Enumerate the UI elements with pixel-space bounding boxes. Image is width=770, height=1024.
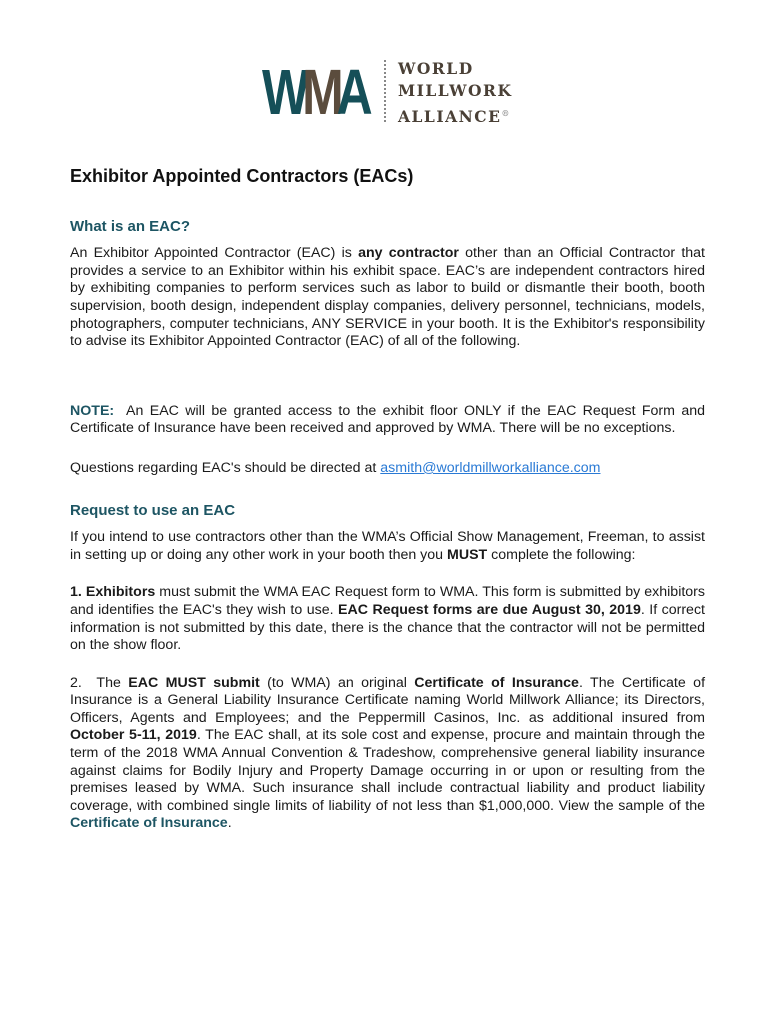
bold-text: Certificate of Insurance [414,674,579,691]
certificate-link[interactable]: Certificate of Insurance [70,815,228,832]
logo-letter: W [262,56,303,128]
bold-text: EAC Request forms are due August 30, 2019 [338,601,641,618]
text: . The Certificate of Insurance is a General Liability Insurance Certificate naming World Millwork Alliance; its Directors, Officers, Agents and Employees; and the Peppermill Casinos, Inc. as additional insured from [70,674,706,726]
text: 2. The [70,674,129,691]
text: must submit the WMA EAC Request form to WMA. This form is submitted by exhibitors and identifies the EAC's they wish to use. [70,584,705,618]
document-body [70,166,709,833]
text: . If correct information is not submitted by this date, there is the chance that the contractor will not be permitted on the show floor. [70,601,705,654]
section-heading-request: Request to use an EAC [70,501,236,519]
logo-letter: A [336,56,366,128]
questions-paragraph [70,460,705,478]
registered-mark: ® [501,108,511,118]
logo-line: MILLWORK [398,81,513,100]
email-link[interactable]: asmith@worldmillworkalliance.com [380,459,601,476]
text: Questions regarding EAC's should be directed at [70,459,381,476]
text: . The EAC shall, at its sole cost and expense, procure and maintain through the term of the 2018 WMA Annual Convention & Tradeshow, comprehensive general liability insurance against claims for Bodily Injury and Property Damage occurring in or upon or resulting from the premises leased by WMA. Such insurance shall include contractual liability and product liability coverage, with combined single limits of liability of not less than $1,000,000. View the sample of the [70,727,705,814]
bold-text: EAC MUST submit [128,674,260,691]
text: complete the following: [487,546,636,563]
logo-line: ALLIANCE [398,107,502,127]
step-1 [70,584,705,654]
what-paragraph [70,245,705,351]
text: If you intend to use contractors other than the WMA’s Official Show Management, Freeman, to assist in setting up or doing any other work in your booth then you [70,529,705,563]
page-title: Exhibitor Appointed Contractors (EACs) [70,166,414,186]
bold-text: 1. Exhibitors [70,584,156,601]
note-text: An EAC will be granted access to the exhibit floor ONLY if the EAC Request Form and Certificate of Insurance have been received and approved by WMA. There will be no exceptions. [70,402,709,437]
section-heading-what: What is an EAC? [70,217,191,235]
bold-text: October 5-11, 2019 [70,727,197,744]
text: An Exhibitor Appointed Contractor (EAC) is [70,245,359,262]
text: . [227,815,232,832]
logo-line: WORLD [398,59,474,78]
wma-logo [262,56,513,128]
logo-letter: M [302,56,337,128]
logo-mark [262,56,366,128]
text: other than an Official Contractor that provides a service to an Exhibitor within his exhibit space. EAC’s are independent contractors hired by exhibiting companies to perform services such as labor to build or dismantle their booth, booth supervision, booth design, independent display companies, delivery personnel, technicians, models, photographers, computer technicians, ANY SERVICE in your booth. It is the Exhibitor's responsibility to advise its Exhibitor Appointed Contractor (EAC) of all of the following. [70,245,705,350]
text: (to WMA) an original [259,674,415,691]
bold-text: MUST [447,546,488,563]
bold-text: any contractor [358,245,459,262]
logo-divider [384,60,386,122]
logo-wordmark [398,58,512,128]
request-intro [70,529,705,564]
step-2 [70,675,705,833]
note-paragraph [70,402,709,438]
note-label: NOTE: [70,402,115,419]
